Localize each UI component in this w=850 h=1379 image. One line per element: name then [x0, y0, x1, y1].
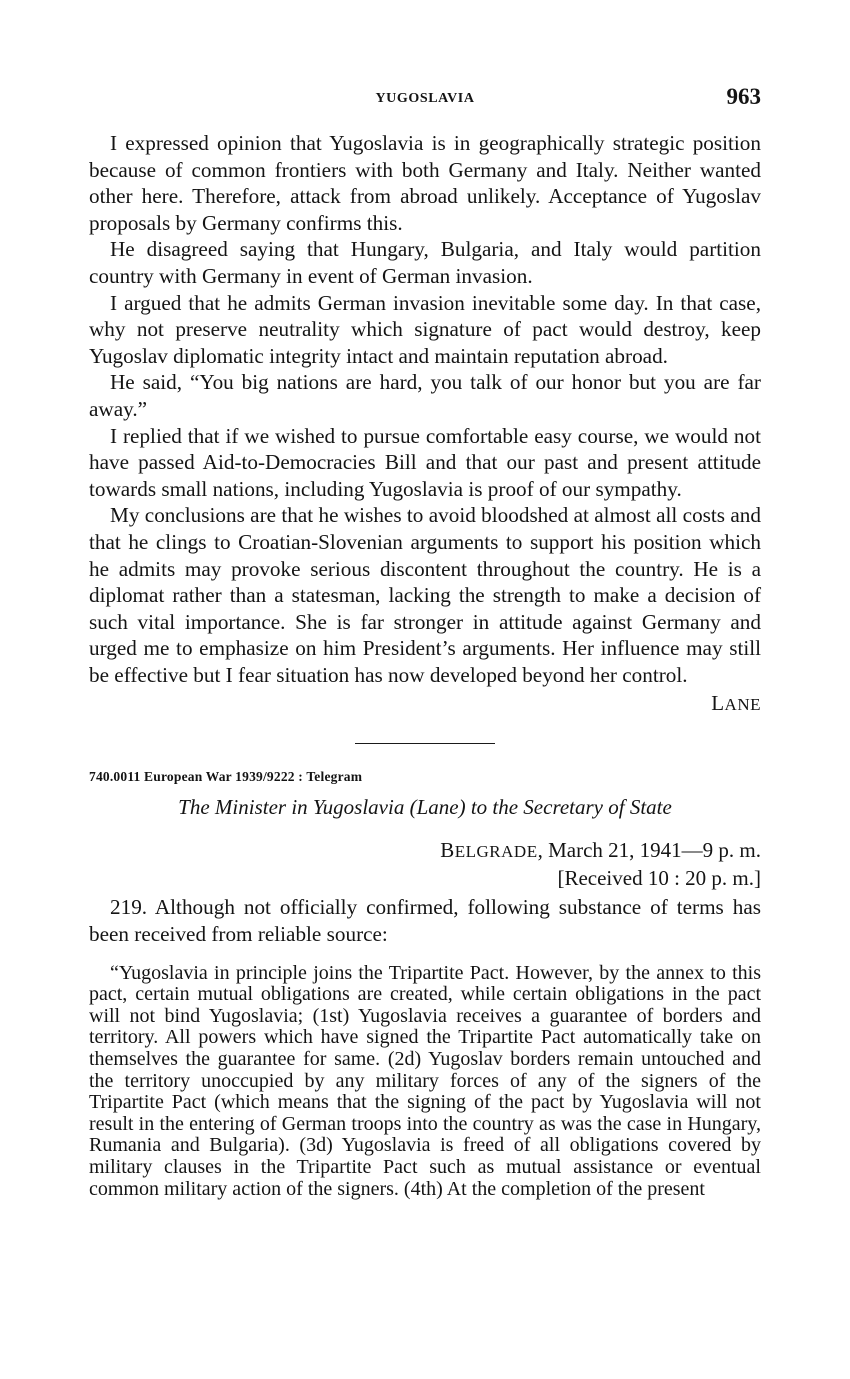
place-initial: B: [440, 838, 455, 863]
signature-lane: [89, 691, 761, 716]
file-reference: 740.0011 European War 1939/9222 : Telegram: [89, 769, 363, 785]
dateline: [89, 837, 761, 891]
body-paragraph: He said, “You big nations are hard, you talk of our honor but you are far away.”: [89, 370, 761, 421]
page-header: [89, 82, 761, 116]
body-paragraph: He disagreed saying that Hungary, Bulgaria, and Italy would partition country with Germany in event of German invasion.: [89, 237, 761, 288]
document-title: The Minister in Yugoslavia (Lane) to the Secretary of State: [178, 795, 672, 820]
section-divider: [355, 743, 495, 744]
quoted-paragraph: “Yugoslavia in principle joins the Tripartite Pact. However, by the annex to this pact, certain mutual obligations are created, while certain obligations in the pact will not bind Yugoslavia; (1st) Yugoslavia receives a guarantee of borders and territory. All powers which have signed the Tripartite Pact automatically take on themselves the guarantee for same. (2d) Yugoslav borders remain untouched and the territory unoccupied by any military forces of any of the signers of the Tripartite Pact (which means that the signing of the pact by Yugoslavia will not result in the entering of German troops into the country as was the case in Hungary, Rumania and Bulgaria). (3d) Yugoslavia is freed of all obligations covered by military clauses in the Tripartite Pact such as mutual assistance or eventual common military action of the signers. (4th) At the completion of the present: [89, 961, 761, 1200]
body-paragraph: I expressed opinion that Yugoslavia is in geographically strategic position because of common frontiers with both Germany and Italy. Neither wanted other here. Therefore, attack from abroad unlikely. Acceptance of Yugoslav proposals by Germany confirms this.: [89, 131, 761, 235]
body-paragraph: I argued that he admits German invasion inevitable some day. In that case, why not preserve neutrality which signature of pact would destroy, keep Yugoslav diplomatic integrity intact and maintain reputation abroad.: [89, 290, 761, 368]
place-date: [89, 837, 761, 865]
message-paragraph: 219. Although not officially confirmed, following substance of terms has been received from reliable source:: [89, 895, 761, 947]
signature-rest: ANE: [724, 695, 761, 715]
date-time: , March 21, 1941—9 p. m.: [537, 838, 761, 863]
quoted-terms: [89, 963, 761, 1201]
body-paragraph: I replied that if we wished to pursue comfortable easy course, we would not have passed Aid-to-Democracies Bill and that our past and present attitude towards small nations, including Yugoslavia is proof of our sympathy.: [89, 423, 761, 501]
received-time: [Received 10 : 20 p. m.]: [557, 866, 761, 891]
place-name: [440, 838, 538, 863]
signature-initial: L: [711, 691, 725, 716]
page-number: 963: [726, 84, 761, 109]
previous-document-body: [89, 130, 761, 688]
body-paragraph: My conclusions are that he wishes to avoid bloodshed at almost all costs and that he clings to Croatian-Slovenian arguments to support his position which he admits may provoke serious discontent throughout the country. He is a diplomat rather than a statesman, lacking the strength to make a decision of such vital importance. She is far stronger in attitude against Germany and urged me to emphasize on him President’s arguments. Her influence may still be effective but I fear situation has now developed beyond her control.: [89, 503, 761, 687]
document-page: [89, 82, 761, 1200]
place-rest: ELGRADE: [454, 842, 538, 862]
running-title: YUGOSLAVIA: [375, 91, 475, 106]
message-body: [89, 894, 761, 947]
